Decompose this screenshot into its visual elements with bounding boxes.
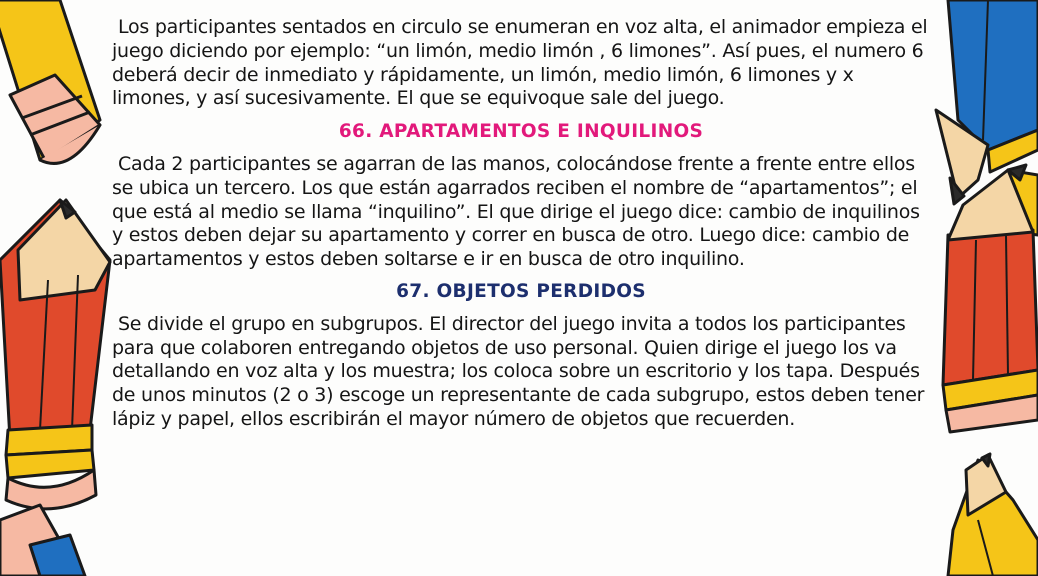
document-body xyxy=(112,16,930,432)
section-65-text: Los participantes sentados en circulo se enumeran en voz alta, el animador empieza el juego diciendo por ejemplo: “un limón, medio limón , 6 limones”. Así pues, el numero 6 deberá decir de inmediato y rápidamente, un limón, medio limón, 6 limones y x limones, y así sucesivamente. El que se equivoque sale del juego. xyxy=(112,16,928,110)
left-pencil-border xyxy=(0,0,115,576)
section-67-text: Se divide el grupo en subgrupos. El director del juego invita a todos los participantes para que colaboren entregando objetos de uso personal. Quien dirige el juego los va detallando en voz alta y los muestra; los coloca sobre un escritorio y los tapa. Después de unos minutos (2 o 3) escoge un representante de cada subgrupo, estos deben tener lápiz y papel, ellos escribirán el mayor número de objetos que recuerden. xyxy=(112,312,925,430)
yellow-pencil-icon xyxy=(948,454,1038,576)
red-pencil-icon xyxy=(943,170,1038,432)
right-pencil-border xyxy=(928,0,1038,576)
blue-pencil-icon xyxy=(0,505,85,576)
yellow-pencil-icon xyxy=(0,0,100,163)
section-66-text: Cada 2 participantes se agarran de las manos, colocándose frente a frente entre ellos se ubica un tercero. Los que están agarrados reciben el nombre de “apartamentos”; el que está al medio se llama “inquilino”. El que dirige el juego dice: cambio de inquilinos y estos deben dejar su apartamento y correr en busca de otro. Luego dice: cambio de apartamentos y estos deben soltarse e ir en busca de otro inquilino. xyxy=(112,152,920,271)
section-67-title: 67. OBJETOS PERDIDOS xyxy=(396,280,646,302)
red-pencil-icon xyxy=(0,200,110,509)
section-66-title: 66. APARTAMENTOS E INQUILINOS xyxy=(338,121,704,143)
